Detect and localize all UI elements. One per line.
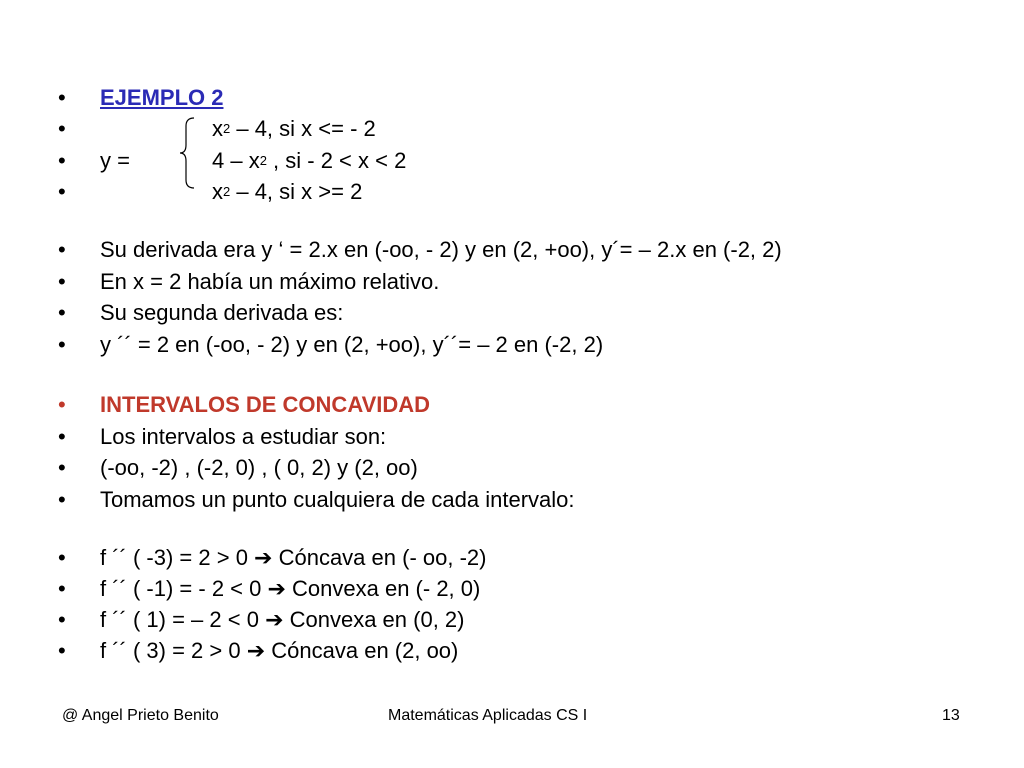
bullet: • (58, 545, 66, 570)
heading-concavity: INTERVALOS DE CONCAVIDAD (100, 392, 431, 417)
bullet: • (58, 332, 66, 357)
bullet: • (58, 116, 66, 141)
footer-page-number: 13 (942, 707, 960, 724)
bullet: • (58, 269, 66, 294)
curly-brace-icon (178, 117, 196, 189)
function-label: y = (100, 148, 130, 173)
line-text: Los intervalos a estudiar son: (100, 424, 387, 449)
bullet: • (58, 638, 66, 663)
bullet: • (58, 237, 66, 262)
bullet: • (58, 455, 66, 480)
footer-course: Matemáticas Aplicadas CS I (388, 707, 588, 724)
line-text: f ´´ ( 3) = 2 > 0 ➔ Cóncava en (2, oo) (100, 638, 459, 663)
bullet: • (58, 576, 66, 601)
case-condition: , si - 2 < x < 2 (266, 148, 407, 173)
bullet: • (58, 392, 66, 417)
bullet: • (58, 148, 66, 173)
line-text: En x = 2 había un máximo relativo. (100, 269, 440, 294)
heading-ejemplo: EJEMPLO 2 (100, 85, 224, 110)
bullet: • (58, 424, 66, 449)
case-text: x (212, 116, 223, 141)
line-text: Su segunda derivada es: (100, 300, 344, 325)
exponent: 2 (223, 184, 231, 199)
line-text: f ´´ ( -3) = 2 > 0 ➔ Cóncava en (- oo, -2) (100, 545, 487, 570)
line-text: Tomamos un punto cualquiera de cada intervalo: (100, 487, 575, 512)
line-text: f ´´ ( -1) = - 2 < 0 ➔ Convexa en (- 2, 0) (100, 576, 481, 601)
bullet: • (58, 85, 66, 110)
line-text: Su derivada era y ‘ = 2.x en (-oo, - 2) y en (2, +oo), y´= – 2.x en (-2, 2) (100, 237, 782, 262)
bullet: • (58, 179, 66, 204)
line-text: f ´´ ( 1) = – 2 < 0 ➔ Convexa en (0, 2) (100, 607, 465, 632)
case-text: x (212, 179, 223, 204)
line-text: y ´´ = 2 en (-oo, - 2) y en (2, +oo), y´´= – 2 en (-2, 2) (100, 332, 604, 357)
bullet: • (58, 487, 66, 512)
exponent: 2 (259, 153, 267, 168)
line-text: (-oo, -2) , (-2, 0) , ( 0, 2) y (2, oo) (100, 455, 418, 480)
exponent: 2 (223, 121, 231, 136)
case-text: 4 – x (212, 148, 260, 173)
footer-author: @ Angel Prieto Benito (62, 707, 219, 724)
case-condition: – 4, si x >= 2 (230, 179, 363, 204)
bullet: • (58, 607, 66, 632)
bullet: • (58, 300, 66, 325)
case-condition: – 4, si x <= - 2 (230, 116, 376, 141)
